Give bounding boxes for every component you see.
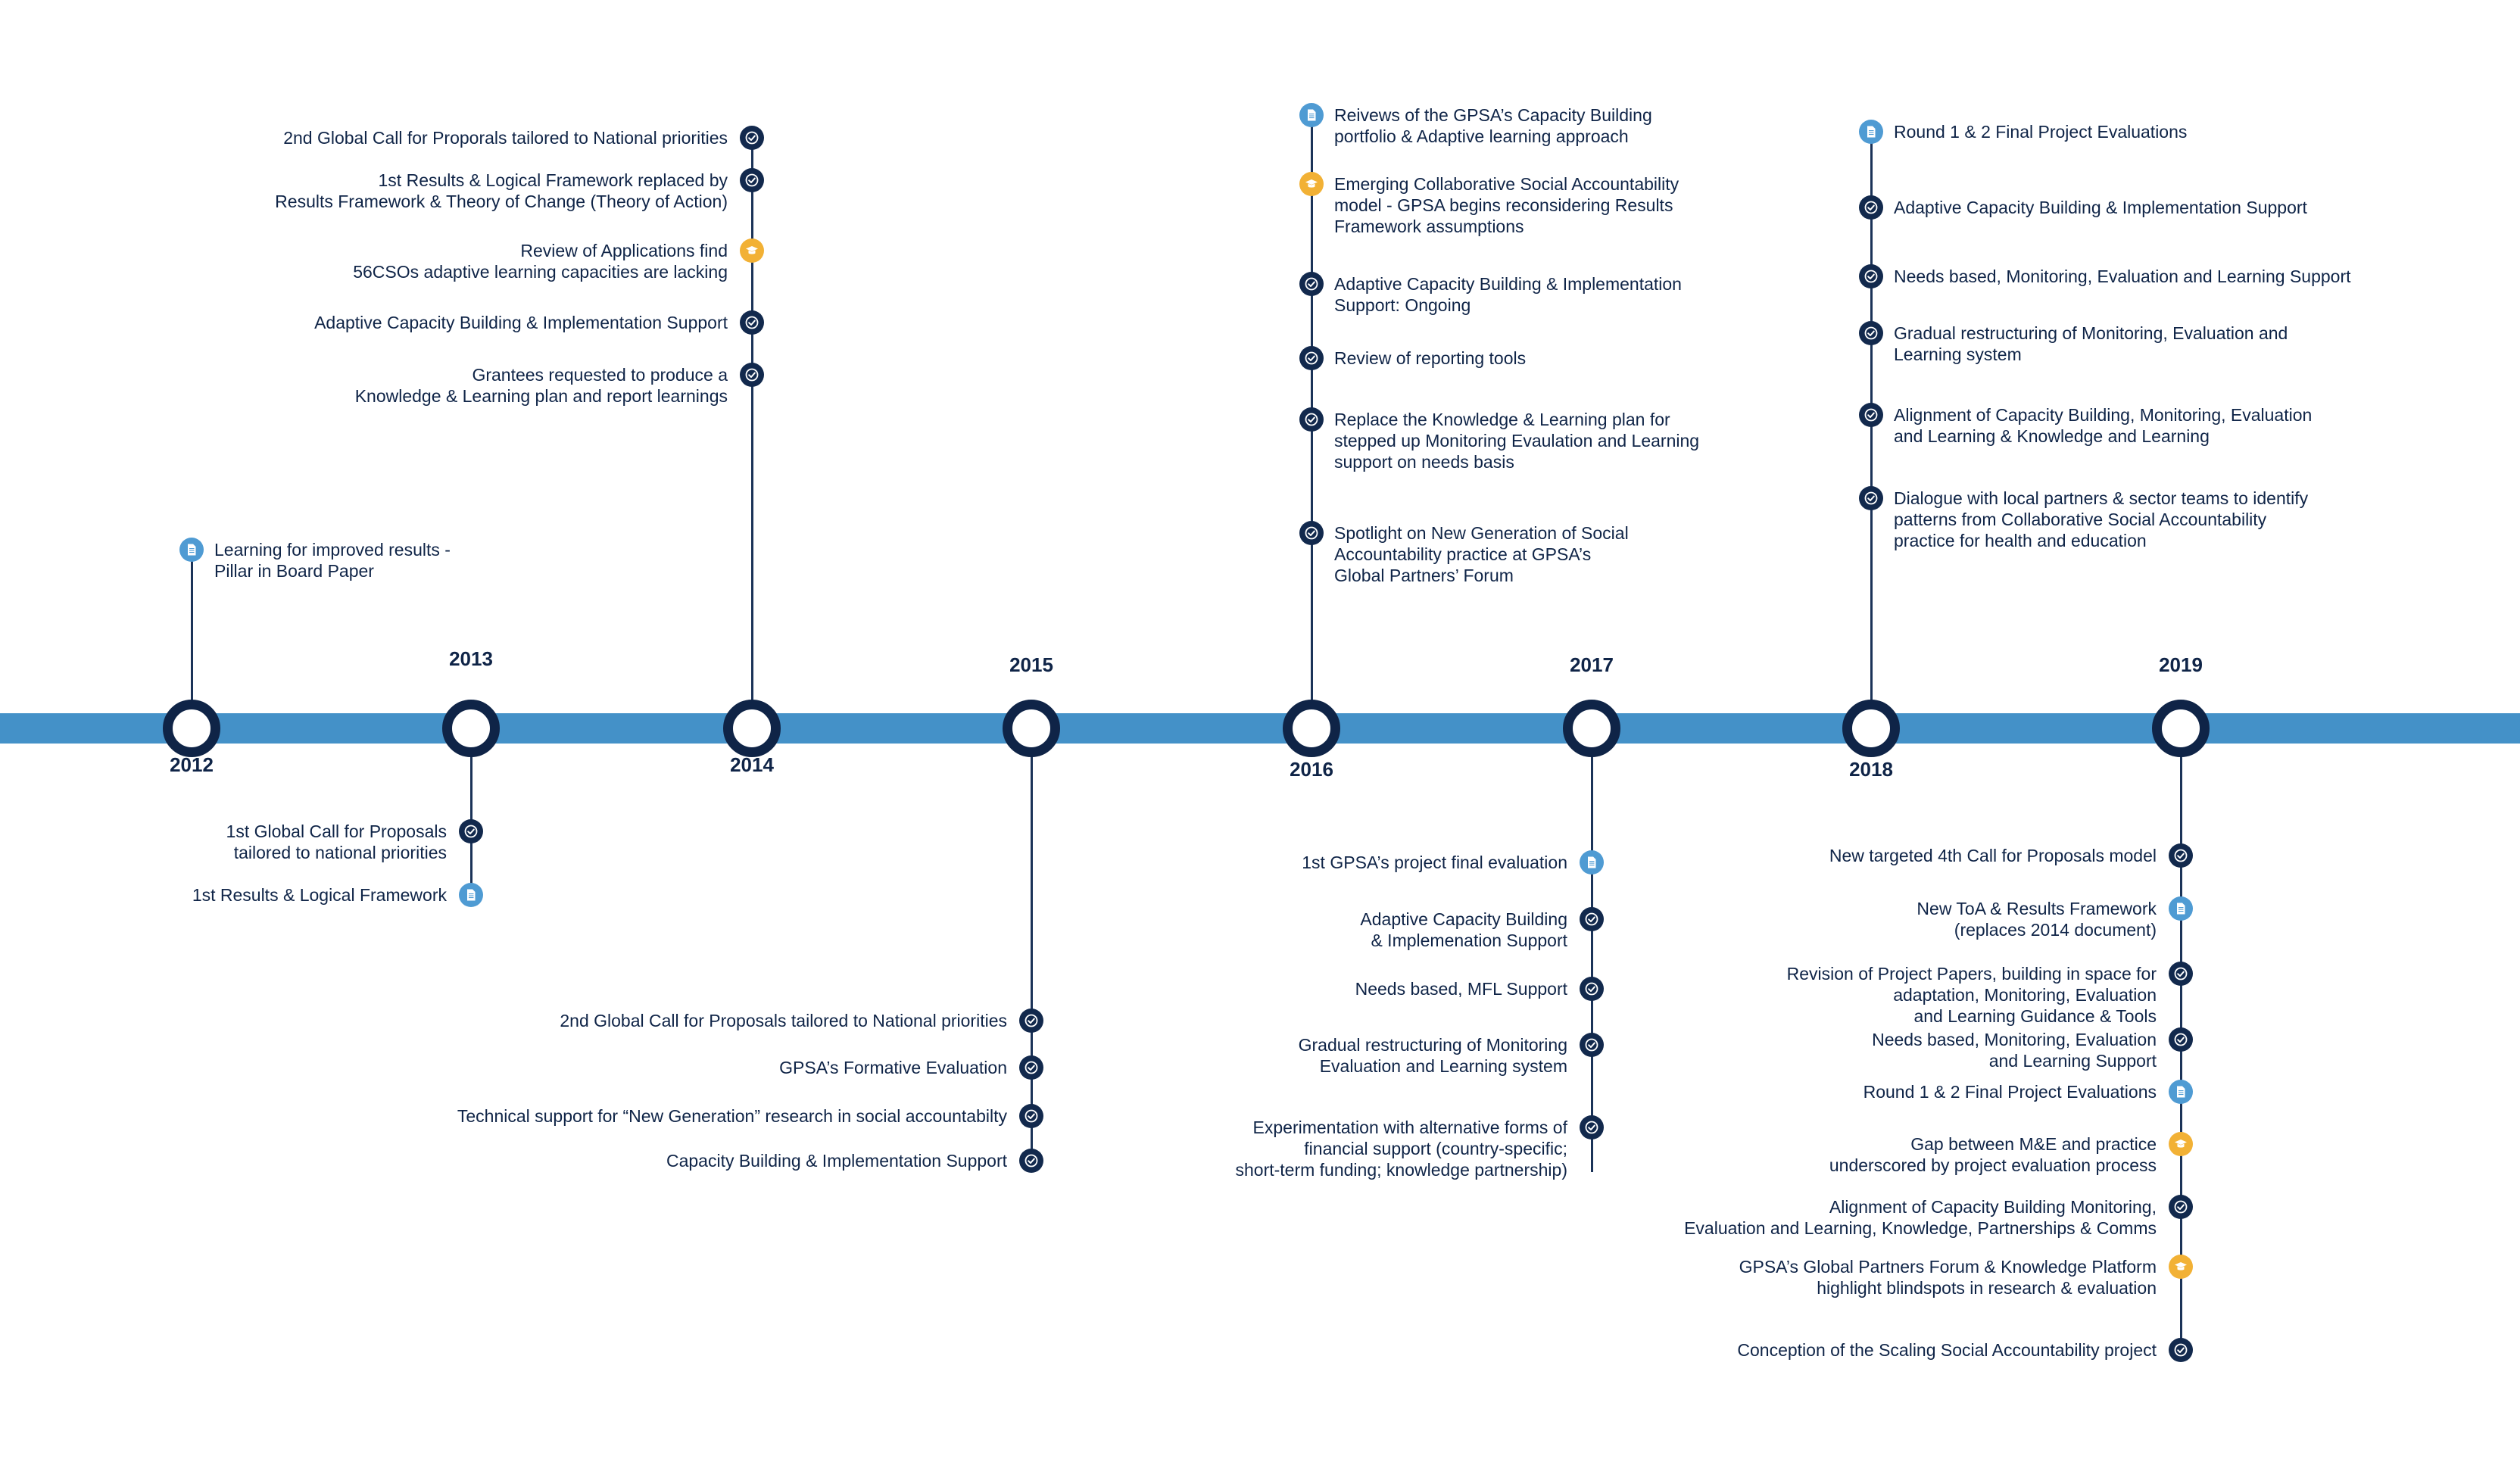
year-label: 2014 [730,753,774,776]
stem-2018 [1870,132,1873,728]
milestone-text: GPSA’s Formative Evaluation [779,1058,1007,1077]
year-label: 2013 [449,647,493,670]
milestone-text: 1st Results & Logical Framework [192,885,447,905]
check-icon [2169,1027,2193,1052]
milestone-text: Replace the Knowledge & Learning plan for stepped up Monitoring Evaulation and Learning support on needs basis [1334,410,1700,472]
check-icon [1580,907,1604,931]
timeline-band [0,713,2520,744]
doc-icon [2169,896,2193,921]
check-icon [2169,962,2193,986]
year-node-2019 [2152,700,2210,757]
year-label: 2015 [1009,653,1053,676]
year-label: 2018 [1849,758,1893,781]
year-node-2014 [723,700,781,757]
year-node-2016 [1283,700,1340,757]
check-icon [1299,346,1324,370]
check-icon [1019,1149,1043,1173]
milestone-text: Review of reporting tools [1334,348,1527,368]
mortarboard-icon [2169,1132,2193,1156]
milestone-text: Spotlight on New Generation of Social Accountability practice at GPSA’s Global Partners’ Forum [1334,523,1629,585]
milestone-text: 1st GPSA’s project final evaluation [1302,853,1567,872]
check-icon [1859,195,1883,220]
mortarboard-icon [1299,172,1324,196]
year-node-2017 [1563,700,1620,757]
year-node-2013 [442,700,500,757]
milestone-text: Capacity Building & Implementation Support [666,1151,1007,1171]
milestone-text: Dialogue with local partners & sector teams to identify patterns from Collaborative Social Accountability practice for health and education [1894,488,2309,550]
check-icon [1859,321,1883,345]
milestone-text: GPSA’s Global Partners Forum & Knowledge Platform highlight blindspots in research & evaluation [1739,1257,2157,1298]
milestone-text: Gradual restructuring of Monitoring, Evaluation and Learning system [1894,323,2288,364]
milestone-text: Learning for improved results - Pillar in Board Paper [214,540,451,581]
check-icon [2169,1338,2193,1362]
check-icon [1859,486,1883,510]
milestone-text: Round 1 & 2 Final Project Evaluations [1863,1082,2157,1102]
year-label: 2019 [2159,653,2203,676]
check-icon [1299,521,1324,545]
milestone-text: Emerging Collaborative Social Accountability model - GPSA begins reconsidering Results Framework assumptions [1334,174,1679,236]
milestone-text: Alignment of Capacity Building, Monitoring, Evaluation and Learning & Knowledge and Learning [1894,405,2313,446]
year-node-2018 [1842,700,1900,757]
doc-icon [459,883,483,907]
check-icon [1580,977,1604,1001]
check-icon [740,126,764,150]
milestone-text: Experimentation with alternative forms of financial support (country-specific; short-term funding; knowledge partnership) [1235,1118,1567,1180]
check-icon [1859,264,1883,288]
check-icon [1299,272,1324,296]
milestone-text: Gap between M&E and practice underscored by project evaluation process [1829,1134,2157,1175]
milestone-text: Needs based, MFL Support [1355,979,1567,999]
doc-icon [1580,850,1604,874]
stem-2015 [1031,728,1033,1161]
milestone-text: Adaptive Capacity Building & Implementation Support [1894,198,2307,217]
milestone-text: 1st Global Call for Proposals tailored to national priorities [226,822,447,862]
milestone-text: New ToA & Results Framework (replaces 2014 document) [1917,899,2157,940]
year-node-2015 [1003,700,1060,757]
stem-2017 [1591,728,1593,1172]
milestone-text: Gradual restructuring of Monitoring Evaluation and Learning system [1298,1035,1567,1076]
mortarboard-icon [2169,1255,2193,1279]
milestone-text: Technical support for “New Generation” research in social accountabilty [457,1106,1007,1126]
year-node-2012 [163,700,220,757]
milestone-text: 2nd Global Call for Proposals tailored to National priorities [560,1011,1007,1030]
milestone-text: Round 1 & 2 Final Project Evaluations [1894,122,2188,142]
milestone-text: Alignment of Capacity Building Monitoring, Evaluation and Learning, Knowledge, Partnerships & Comms [1684,1197,2157,1238]
check-icon [1580,1115,1604,1140]
year-label: 2012 [170,753,214,776]
doc-icon [1859,120,1883,144]
milestone-text: Needs based, Monitoring, Evaluation and Learning Support [1872,1030,2157,1071]
stem-2014 [751,138,753,728]
check-icon [2169,843,2193,868]
check-icon [1019,1009,1043,1033]
milestone-text: Adaptive Capacity Building & Implementation Support [314,313,728,332]
milestone-text: New targeted 4th Call for Proposals model [1829,846,2157,865]
check-icon [740,168,764,192]
milestone-text: Adaptive Capacity Building & Implementation Support: Ongoing [1334,274,1682,315]
milestone-text: 2nd Global Call for Proporals tailored to National priorities [283,128,728,148]
milestone-text: Grantees requested to produce a Knowledge & Learning plan and report learnings [354,365,728,406]
doc-icon [179,538,204,562]
year-label: 2017 [1570,653,1614,676]
check-icon [2169,1195,2193,1219]
milestone-text: 1st Results & Logical Framework replaced by Results Framework & Theory of Change (Theory of Action) [275,170,728,211]
doc-icon [2169,1080,2193,1104]
check-icon [459,819,483,843]
year-label: 2016 [1290,758,1333,781]
milestone-text: Revision of Project Papers, building in space for adaptation, Monitoring, Evaluation and Learning Guidance & Tools [1786,964,2157,1026]
check-icon [1019,1055,1043,1080]
milestone-text: Conception of the Scaling Social Accountability project [1737,1340,2157,1360]
milestone-text: Reivews of the GPSA’s Capacity Building portfolio & Adaptive learning approach [1334,105,1652,146]
check-icon [1019,1104,1043,1128]
check-icon [1299,407,1324,432]
check-icon [1580,1033,1604,1057]
milestone-text: Review of Applications find 56CSOs adaptive learning capacities are lacking [353,241,728,282]
check-icon [740,310,764,335]
check-icon [740,363,764,387]
milestone-text: Needs based, Monitoring, Evaluation and Learning Support [1894,267,2351,286]
mortarboard-icon [740,238,764,263]
doc-icon [1299,103,1324,127]
milestone-text: Adaptive Capacity Building & Implemenation Support [1360,909,1567,950]
check-icon [1859,403,1883,427]
